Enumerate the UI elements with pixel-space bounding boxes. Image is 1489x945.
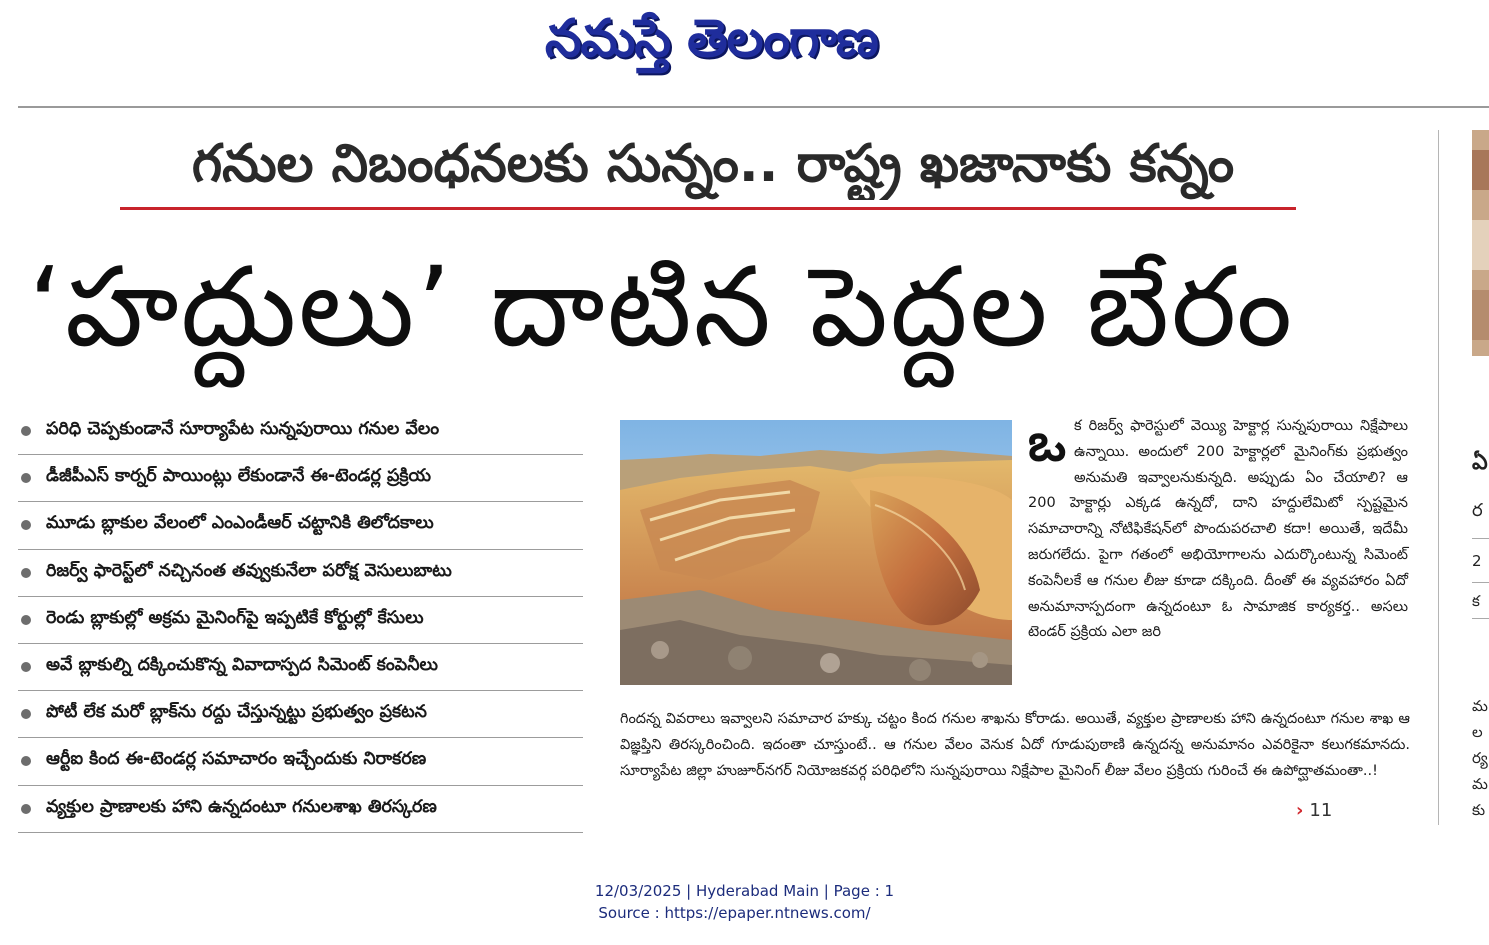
side-photo — [1472, 130, 1489, 356]
bullet-icon — [21, 426, 31, 436]
continued-on-page[interactable] — [1296, 797, 1332, 823]
masthead — [0, 0, 1489, 96]
continued-page-number: 11 — [1309, 799, 1333, 821]
side-column-rule — [1472, 618, 1489, 619]
side-column-fragment: క — [1472, 592, 1480, 610]
list-item: అవే బ్లాకుల్ని దక్కించుకొన్న వివాదాస్పద సిమెంట్ కంపెనీలు — [18, 644, 583, 691]
side-column-fragment: ర్య — [1472, 749, 1488, 767]
bullet-icon — [21, 804, 31, 814]
bullet-icon — [21, 756, 31, 766]
bullet-icon — [21, 473, 31, 483]
article-body-text: క రిజర్వ్ ఫారెస్టులో వెయ్యి హెక్టార్ల సున్నపురాయి నిక్షేపాలు ఉన్నాయి. అందులో 200 హెక్టార్లలో మైనింగ్‌కు ప్రభుత్వం అనుమతి ఇవ్వాలనుకున్నది. అప్పుడు ఏం చేయాలి? ఆ 200 హెక్టార్లు ఎక్కడ ఉన్నదో, దాని హద్దులేమిటో స్పష్టమైన సమాచారాన్ని నోటిఫికేషన్‌లో పొందుపరచాలి కదా! అయితే, ఇదేమీ జరుగలేదు. పైగా గతంలో అభియోగాలను ఎదుర్కొంటున్న సిమెంట్ కంపెనీలకే ఆ గనుల లీజు కూడా దక్కింది. దీంతో ఈ వ్యవహారం ఏదో అనుమానాస్పదంగా ఉన్నదంటూ ఓ సామాజిక కార్యకర్త.. అసలు టెండర్ ప్రక్రియ ఎలా జరి — [1028, 418, 1408, 641]
column-divider — [1438, 130, 1439, 825]
side-column-fragment: ఏ — [1472, 450, 1488, 475]
chevron-right-icon: › — [1296, 799, 1304, 821]
side-column-rule — [1472, 582, 1489, 583]
newspaper-logo: నమస్తే తెలంగాణ — [545, 9, 878, 69]
side-column-fragment: ర — [1472, 500, 1483, 521]
side-column-fragment: కు — [1472, 801, 1486, 819]
list-item: రెండు బ్లాకుల్లో అక్రమ మైనింగ్‌పై ఇప్పటికే కోర్టుల్లో కేసులు — [18, 597, 583, 644]
article-body-column — [1028, 414, 1408, 646]
drop-cap: ఒ — [1028, 413, 1067, 473]
highlights-list — [18, 408, 583, 833]
list-item: రిజర్వ్ ఫారెస్ట్‌లో నచ్చినంత తవ్వుకునేలా పరోక్ష వెసులుబాటు — [18, 550, 583, 597]
side-column-fragment: మ — [1472, 697, 1488, 715]
kicker-underline — [120, 207, 1296, 210]
adjacent-article-image — [1472, 130, 1489, 356]
masthead-rule — [18, 106, 1489, 108]
bullet-icon — [21, 520, 31, 530]
list-item: మూడు బ్లాకుల వేలంలో ఎంఎండీఆర్ చట్టానికి తిలోదకాలు — [18, 502, 583, 549]
bullet-icon — [21, 568, 31, 578]
list-item: పరిధి చెప్పకుండానే సూర్యాపేట సున్నపురాయి గనుల వేలం — [18, 408, 583, 455]
side-column-fragment: 2 — [1472, 552, 1482, 570]
mine-photo — [620, 420, 1012, 685]
side-column-fragment: మ — [1472, 775, 1488, 793]
list-item: వ్యక్తుల ప్రాణాలకు హాని ఉన్నదంటూ గనులశాఖ తిరస్కరణ — [18, 786, 583, 833]
list-item: డీజీపీఎస్ కార్నర్ పాయింట్లు లేకుండానే ఈ-టెండర్ల ప్రక్రియ — [18, 455, 583, 502]
article-kicker: గనుల నిబంధనలకు సున్నం.. రాష్ట్ర ఖజానాకు కన్నం — [191, 134, 1235, 194]
article-headline: ‘హద్దులు’ దాటిన పెద్దల బేరం — [28, 243, 1295, 371]
bullet-icon — [21, 662, 31, 672]
source-link[interactable]: Source : https://epaper.ntnews.com/ — [598, 904, 871, 922]
list-item: పోటీ లేక మరో బ్లాక్‌ను రద్దు చేస్తున్నట్టు ప్రభుత్వం ప్రకటన — [18, 691, 583, 738]
bullet-icon — [21, 615, 31, 625]
bullet-icon — [21, 709, 31, 719]
limestone-quarry-image — [620, 420, 1012, 685]
list-item: ఆర్టీఐ కింద ఈ-టెండర్ల సమాచారం ఇచ్చేందుకు నిరాకరణ — [18, 738, 583, 785]
side-column-fragment: ల — [1472, 723, 1483, 741]
page-footer — [0, 880, 1489, 924]
article-body-continued: గిందన్న వివరాలు ఇవ్వాలని సమాచార హక్కు చట్టం కింద గనుల శాఖను కోరాడు. అయితే, వ్యక్తుల ప్రాణాలకు హాని ఉన్నదంటూ గనుల శాఖ ఆ విజ్ఞప్తిని తిరస్కరించింది. ఇదంతా చూస్తుంటే.. ఆ గనుల వేలం వెనుక ఏదో గూడుపుఠాణి ఉన్నదన్న అనుమానం ఎవరికైనా కలుగకమానదు. సూర్యాపేట జిల్లా హుజూర్‌నగర్ నియోజకవర్గ పరిధిలోని సున్నపురాయి నిక్షేపాల మైనింగ్ లీజు వేలం ప్రక్రియ గురించే ఈ ఉపోద్ఘాతమంతా..! — [620, 711, 1410, 779]
side-column-rule — [1472, 538, 1489, 539]
edition-info: 12/03/2025 | Hyderabad Main | Page : 1 — [594, 882, 895, 900]
